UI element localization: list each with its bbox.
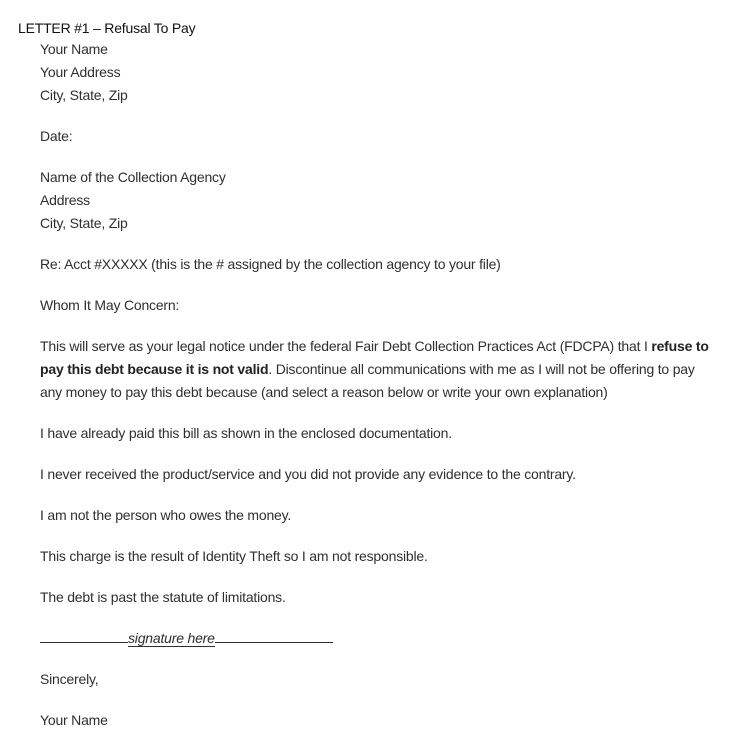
signature-rule-right bbox=[215, 628, 333, 643]
signature-rule-left bbox=[40, 628, 128, 643]
salutation: Whom It May Concern: bbox=[40, 297, 180, 313]
reason-item: This charge is the result of Identity Theft so I am not responsible. bbox=[40, 548, 428, 564]
signature-line bbox=[40, 627, 720, 650]
notice-bold-text: refuse to pay this debt because it is not valid bbox=[40, 338, 709, 377]
re-line: Re: Acct #XXXXX (this is the # assigned by the collection agency to your file) bbox=[40, 256, 501, 272]
notice-text-part2: . Discontinue all communications with me as I will not be offering to pay any money to pay this debt because (and select a reason below or write your own explanation) bbox=[40, 361, 695, 400]
recipient-name: Name of the Collection Agency bbox=[40, 169, 226, 185]
reason-item: I am not the person who owes the money. bbox=[40, 507, 292, 523]
notice-text-part1: This will serve as your legal notice under the federal Fair Debt Collection Practices Act (FDCPA) that I bbox=[40, 338, 652, 354]
date-label: Date: bbox=[40, 128, 73, 144]
reason-item: I have already paid this bill as shown in the enclosed documentation. bbox=[40, 425, 452, 441]
sender-address: Your Address bbox=[40, 64, 121, 80]
closing-name: Your Name bbox=[40, 712, 108, 728]
reason-item: I never received the product/service and you did not provide any evidence to the contrary. bbox=[40, 466, 576, 482]
letter-title: LETTER #1 – Refusal To Pay bbox=[18, 20, 196, 36]
recipient-city: City, State, Zip bbox=[40, 215, 128, 231]
sender-city: City, State, Zip bbox=[40, 87, 128, 103]
signature-hint: signature here bbox=[128, 630, 215, 646]
letter-body bbox=[40, 38, 720, 732]
reason-item: The debt is past the statute of limitations. bbox=[40, 589, 286, 605]
notice-paragraph bbox=[40, 335, 720, 404]
closing: Sincerely, bbox=[40, 671, 99, 687]
sender-name: Your Name bbox=[40, 41, 108, 57]
recipient-address: Address bbox=[40, 192, 90, 208]
